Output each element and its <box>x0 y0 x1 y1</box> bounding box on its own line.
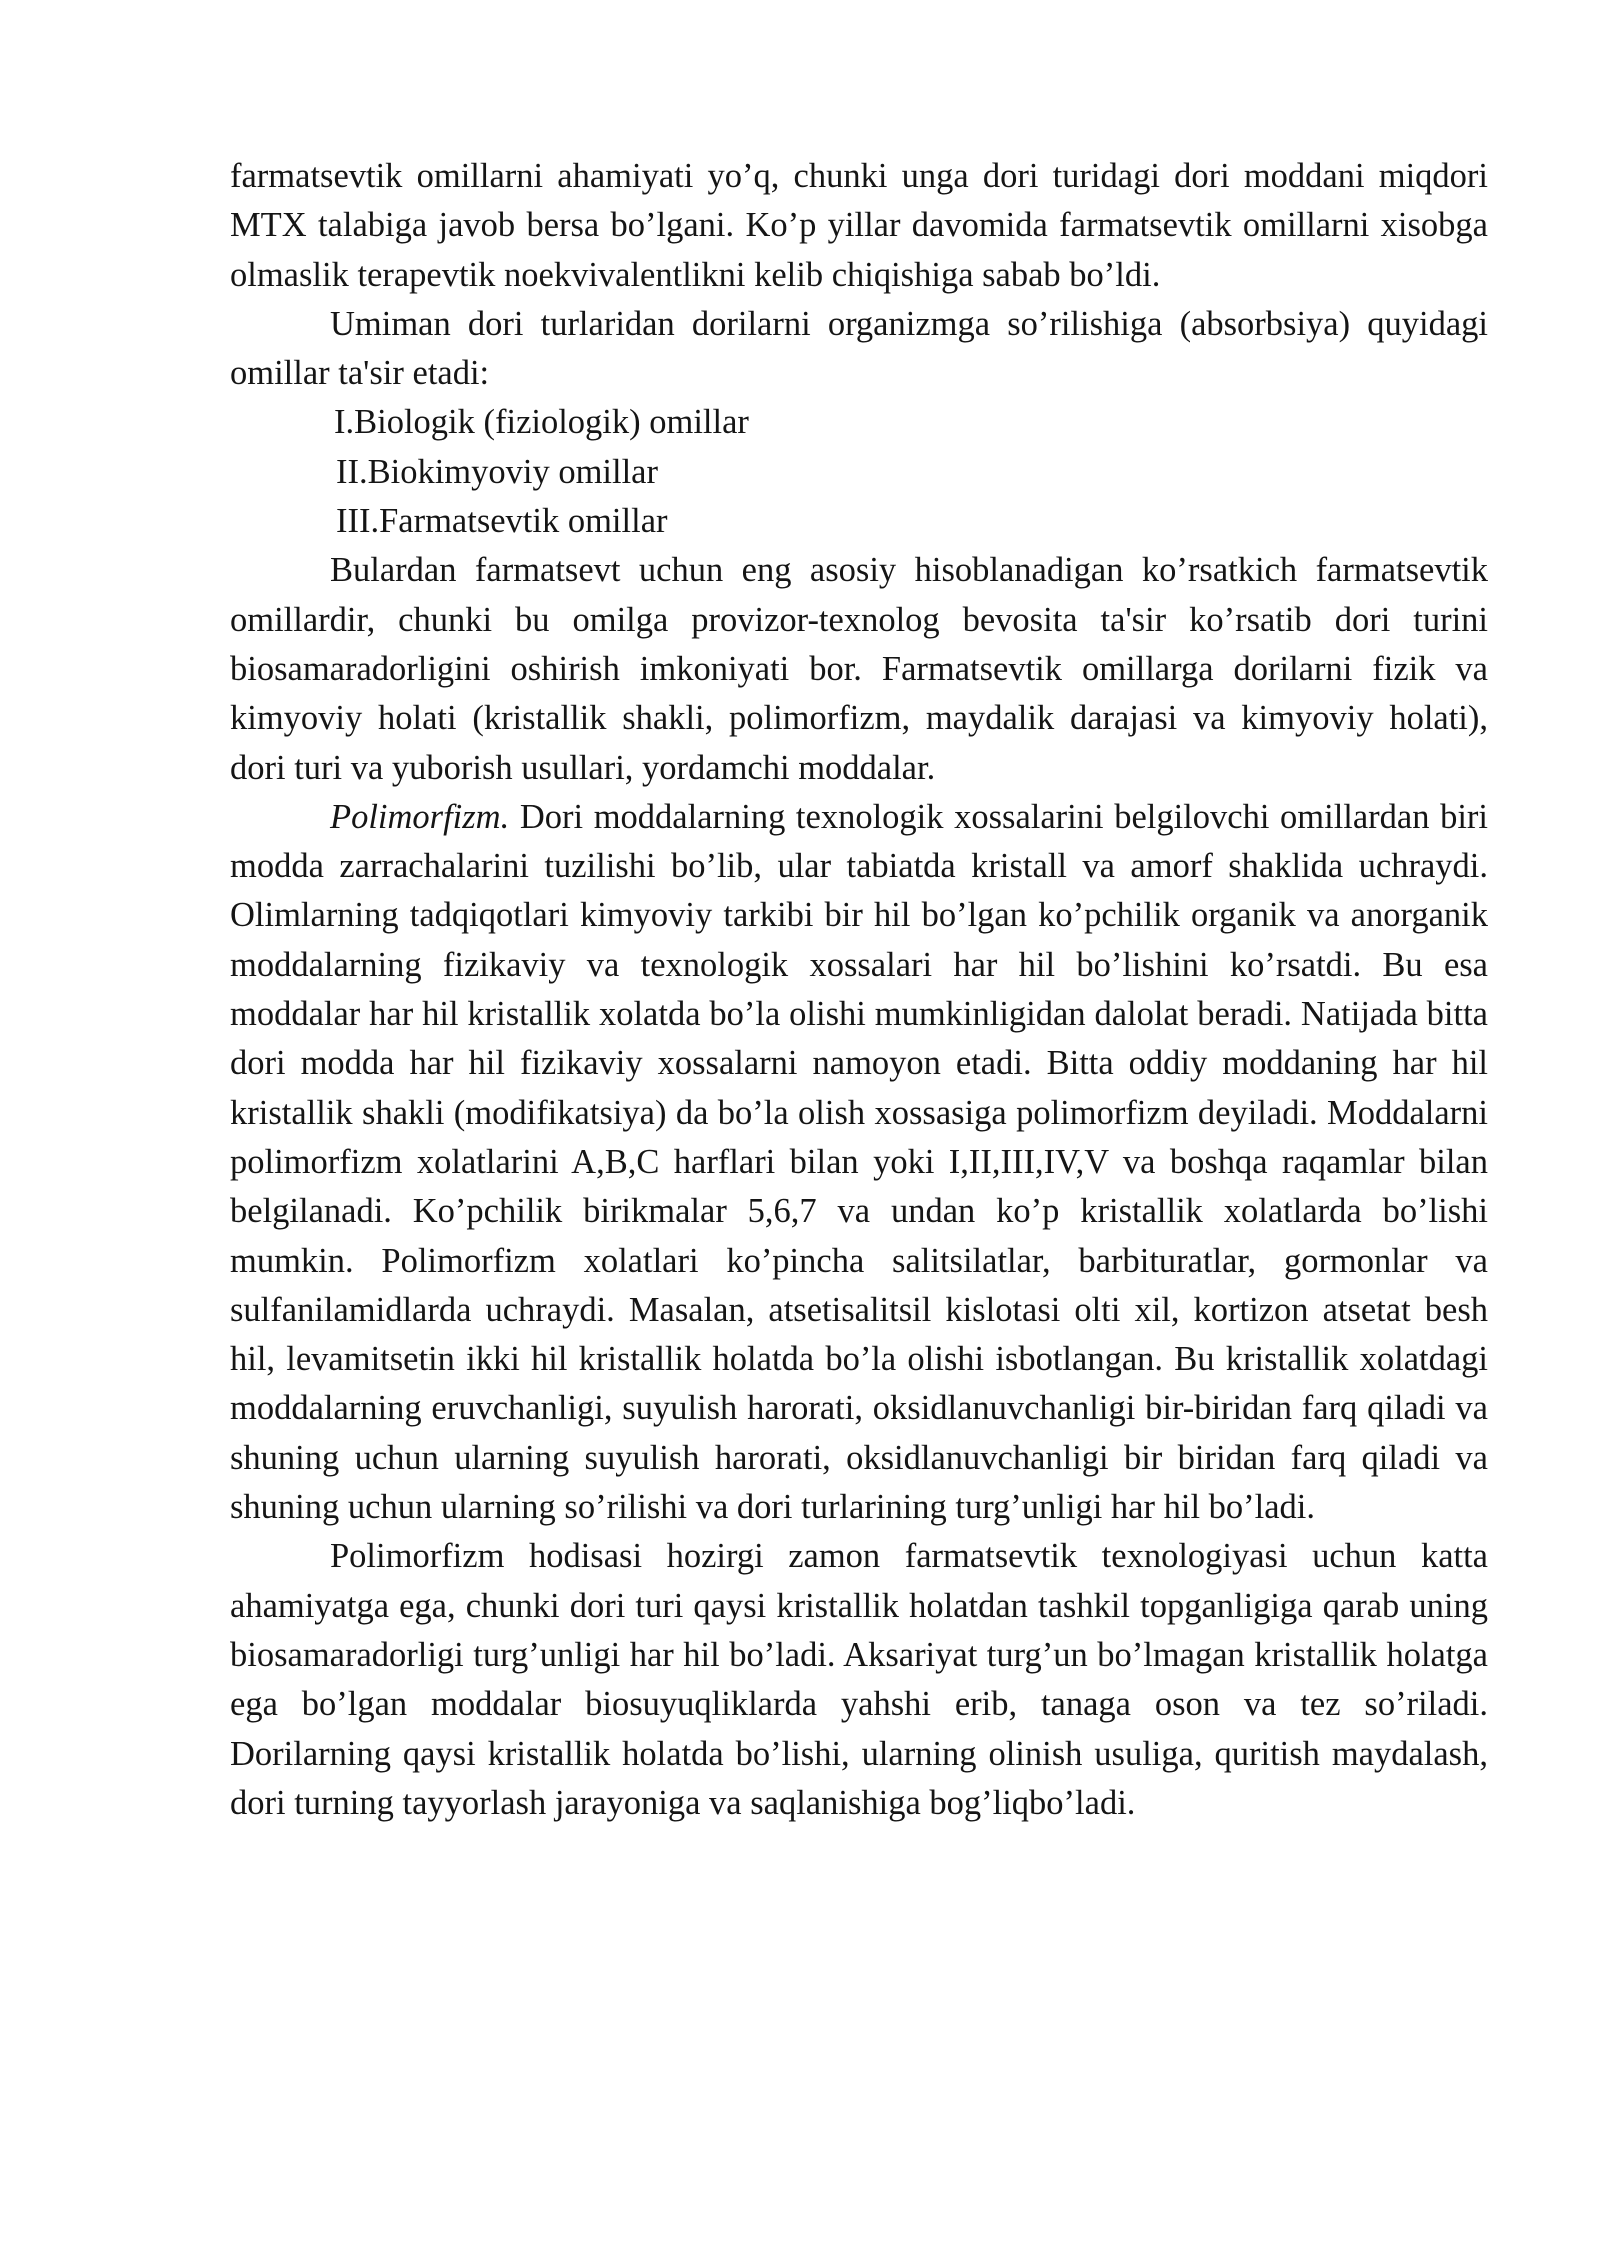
polymorphism-body: Dori moddalarning texnologik xossalarini belgilovchi omillardan biri modda zarrachalarini tuzilishi bo’lib, ular tabiatda kristall va amorf shaklida uchraydi. Olimlarning tadqiqotlari kimyoviy tarkibi bir hil bo’lgan ko’pchilik organik va anorganik moddalarning fizikaviy va texnologik xossalari har hil bo’lishini ko’rsatdi. Bu esa moddalar har hil kristallik xolatda bo’la olishi mumkinligidan dalolat beradi. Natijada bitta dori modda har hil fizikaviy xossalarni namoyon etadi. Bitta oddiy moddaning har hil kristallik shakli (modifikatsiya) da bo’la olish xossasiga polimorfizm deyiladi. Moddalarni polimorfizm xolatlarini A,B,C harflari bilan yoki I,II,III,IV,V va boshqa raqamlar bilan belgilanadi. Ko’pchilik birikmalar 5,6,7 va undan ko’p kristallik xolatlarda bo’lishi mumkin. Polimorfizm xolatlari ko’pincha salitsilatlar, barbituratlar, gormonlar va sulfanilamidlarda uchraydi. Masalan, atsetisalitsil kislotasi olti xil, kortizon atsetat besh hil, levamitsetin ikki hil kristallik holatda bo’la olishi isbotlangan. Bu kristallik xolatdagi moddalarning eruvchanligi, suyulish harorati, oksidlanuvchanligi bir-biridan farq qiladi va shuning uchun ularning suyulish harorati, oksidlanuvchanligi bir biridan farq qiladi va shuning uchun ularning so’rilishi va dori turlarining turg’unligi har hil bo’ladi. <box>230 797 1488 1527</box>
paragraph-absorption-factors: Umiman dori turlaridan dorilarni organizmga so’rilishiga (absorbsiya) quyidagi omillar ta'sir etadi: <box>230 304 1488 393</box>
document-page <box>230 152 1488 1828</box>
polymorphism-term: Polimorfizm. <box>330 797 510 836</box>
paragraph-pharmaceutical-factors: Bulardan farmatsevt uchun eng asosiy hisoblanadigan ko’rsatkich farmatsevtik omillardir, chunki bu omilga provizor-texnolog bevosita ta'sir ko’rsatib dori turini biosamaradorligini oshirish imkoniyati bor. Farmatsevtik omillarga dorilarni fizik va kimyoviy holati (kristallik shakli, polimorfizm, maydalik darajasi va kimyoviy holati), dori turi va yuborish usullari, yordamchi moddalar. <box>230 551 1488 787</box>
paragraph-continuation: farmatsevtik omillarni ahamiyati yo’q, chunki unga dori turidagi dori moddani miqdori MTX talabiga javob bersa bo’lgani. Ko’p yillar davomida farmatsevtik omillarni xisobga olmaslik terapevtik noekvivalentlikni kelib chiqishiga sabab bo’ldi. <box>230 157 1488 294</box>
list-item-pharmaceutical: III.Farmatsevtik omillar <box>336 502 668 541</box>
paragraph-polymorphism-importance: Polimorfizm hodisasi hozirgi zamon farmatsevtik texnologiyasi uchun katta ahamiyatga ega, chunki dori turi qaysi kristallik holatdan tashkil topganligiga qarab uning biosamaradorligi turg’unligi har hil bo’ladi. Aksariyat turg’un bo’lmagan kristallik holatga ega bo’lgan moddalar biosuyuqliklarda yahshi erib, tanaga oson va tez so’riladi. Dorilarning qaysi kristallik holatda bo’lishi, ularning olinish usuliga, quritish maydalash, dori turning tayyorlash jarayoniga va saqlanishiga bog’liqbo’ladi. <box>230 1537 1488 1822</box>
paragraph-polymorphism <box>230 793 1488 1532</box>
list-item-biochemical: II.Biokimyoviy omillar <box>336 452 658 491</box>
list-item-biological: I.Biologik (fiziologik) omillar <box>334 403 749 442</box>
